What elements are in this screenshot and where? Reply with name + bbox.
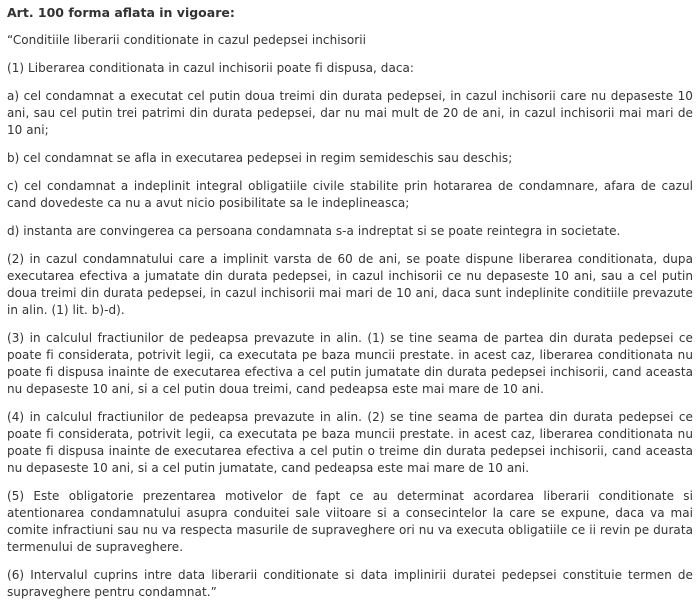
paragraph-6: (6) Intervalul cuprins intre data liberarii conditionate si data implinirii duratei pedepsei constituie termen de supraveghere pentru condamnat.”	[7, 568, 693, 599]
paragraph-4: (4) in calculul fractiunilor de pedeapsa prevazute in alin. (2) se tine seama de partea din durata pedepsei ce poate fi considerata, potrivit legii, ca executata pe baza muncii prestate. in acest caz, liberarea conditionata nu poate fi dispusa inainte de executarea efectiva a cel putin o treime din durata pedepsei inchisorii, cand aceasta nu depaseste 10 ani, si a cel putin jumatate, cand pedeapsa este mai mare de 10 ani.	[7, 410, 693, 475]
article-heading: Art. 100 forma aflata in vigoare:	[7, 5, 235, 20]
paragraph-1-b: b) cel condamnat se afla in executarea pedepsei in regim semideschis sau deschis;	[7, 151, 513, 165]
paragraph-1-a: a) cel condamnat a executat cel putin doua treimi din durata pedepsei, in cazul inchisorii care nu depaseste 10 ani, sau cel putin trei patrimi din durata pedepsei, dar nu mai mult de 20 de ani, in cazul inchisorii mai mari de 10 ani;	[7, 89, 693, 137]
paragraph-1-d: d) instanta are convingerea ca persoana condamnata s-a indreptat si se poate reintegra in societate.	[7, 224, 621, 238]
paragraph-1: (1) Liberarea conditionata in cazul inchisorii poate fi dispusa, daca:	[7, 61, 415, 75]
paragraph-5: (5) Este obligatorie prezentarea motivelor de fapt ce au determinat acordarea liberarii conditionate si atentionarea condamnatului asupra conduitei sale viitoare si a consecintelor la care se expune, daca va mai comite infractiuni sau nu va respecta masurile de supraveghere ori nu va executa obligatiile ce ii revin pe durata termenului de supraveghere.	[7, 489, 693, 554]
paragraph-3: (3) in calculul fractiunilor de pedeapsa prevazute in alin. (1) se tine seama de partea din durata pedepsei ce poate fi considerata, potrivit legii, ca executata pe baza muncii prestate. in acest caz, liberarea conditionata nu poate fi dispusa inainte de executarea efectiva a cel putin jumatate din durata pedepsei inchisorii, cand aceasta nu depaseste 10 ani, si a cel putin doua treimi, cand pedeapsa este mai mare de 10 ani.	[7, 331, 693, 396]
paragraph-2: (2) in cazul condamnatului care a implinit varsta de 60 de ani, se poate dispune liberarea conditionata, dupa executarea efectiva a jumatate din durata pedepsei, in cazul inchisorii ce nu depaseste 10 ani, sau a cel putin doua treimi din durata pedepsei, in cazul inchisorii mai mari de 10 ani, daca sunt indeplinite conditiile prevazute in alin. (1) lit. b)-d).	[7, 252, 693, 317]
paragraph-1-c: c) cel condamnat a indeplinit integral obligatiile civile stabilite prin hotararea de condamnare, afara de cazul cand dovedeste ca nu a avut nicio posibilitate sa le indeplineasca;	[7, 179, 693, 210]
paragraph-title: “Conditiile liberarii conditionate in cazul pedepsei inchisorii	[7, 33, 367, 47]
